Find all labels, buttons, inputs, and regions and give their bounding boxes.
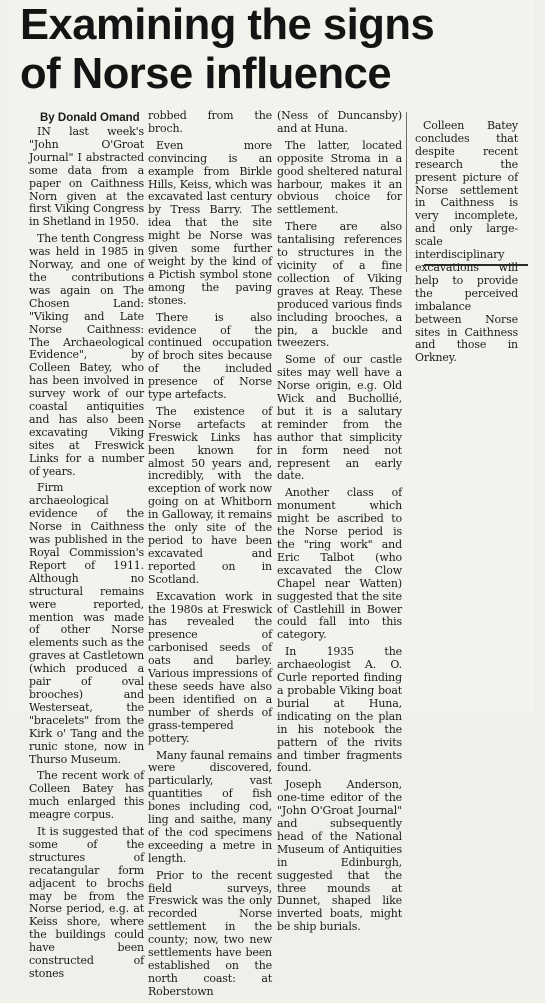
- article-column-3: [277, 110, 402, 938]
- paragraph: There is also evidence of the continued occupation of broch sites because of the included presence of Norse type artefacts.: [148, 310, 272, 402]
- paragraph: Prior to the recent field surveys, Freswick was the only recorded Norse settlement in the county; now, two new settlements have been established on the north coast: at Roberstown: [148, 868, 272, 998]
- article-column-4: [415, 120, 518, 369]
- paragraph: Colleen Batey concludes that despite recent research the present picture of Norse settlement in Caithness is very incomplete, and only large-scale interdisciplinary excavations will help to provide the perceived imbalance between Norse sites in Caithness and those in Orkney.: [415, 119, 518, 365]
- paragraph: IN last week's "John O'Groat Journal" I abstracted some data from a paper on Caithness Norn given at the first Viking Congress in Shetland in 1950.: [29, 125, 144, 229]
- article-column-1: [29, 126, 144, 985]
- paragraph: It is suggested that some of the structures of recatangular form adjacent to brochs may be from the Norse period, e.g. at Keiss shore, where the buildings could have been constructed of stones: [29, 825, 144, 980]
- paragraph: Excavation work in the 1980s at Freswick has revealed the presence of carbonised seeds of oats and barley. Various impressions of these seeds have also been identified on a number of sherds of grass-tempered pottery.: [148, 589, 272, 745]
- article-column-2: [148, 110, 272, 1003]
- byline: By Donald Omand: [40, 112, 140, 124]
- paragraph: The latter, located opposite Stroma in a good sheltered natural harbour, makes it an obvious choice for settlement.: [277, 138, 402, 217]
- paragraph: Some of our castle sites may well have a Norse origin, e.g. Old Wick and Buchollié, but it is a salutary reminder from the author that simplicity in form need not represent an early date.: [277, 353, 402, 483]
- paragraph: robbed from the broch.: [148, 109, 272, 135]
- paragraph: Even more convincing is an example from Birkle Hills, Keiss, which was excavated last century by Tress Barry. The idea that the site might be Norse was given some further weight by the kind of a Pictish symbol stone among the paving stones.: [148, 138, 272, 307]
- paragraph: The tenth Congress was held in 1985 in Norway, and one of the contributions was again on The Chosen Land: "Viking and Late Norse Caithness: The Archaeological Evidence", by Colleen Batey, who has been involved in survey work of our coastal antiquities and has also been excavating Viking sites at Freswick Links for a number of years.: [29, 232, 144, 478]
- end-rule: [424, 264, 528, 266]
- headline-line-1: Examining the signs: [20, 0, 435, 49]
- paragraph: Joseph Anderson, one-time editor of the "John O'Groat Journal" and subsequently head of the National Museum of Antiquities in Edinburgh, suggested that the three mounds at Dunnet, shaped like inverted boats, might be ship burials.: [277, 778, 402, 934]
- paragraph: There are also tantalising references to structures in the vicinity of a fine collection of Viking graves at Reay. These produced various finds including brooches, a pin, a buckle and tweezers.: [277, 220, 402, 350]
- headline: [20, 0, 525, 98]
- paragraph: Another class of monument which might be ascribed to the Norse period is the "ring work" and Eric Talbot (who excavated the Clow Chapel near Watten) suggested that the site of Castlehill in Bower could fall into this category.: [277, 486, 402, 642]
- paragraph: In 1935 the archaeologist A. O. Curle reported finding a probable Viking boat burial at Huna, indicating on the plan in his notebook the pattern of the rivits and timber fragments found.: [277, 645, 402, 775]
- headline-line-2: of Norse influence: [20, 49, 392, 98]
- paragraph: Many faunal remains were discovered, particularly, vast quantities of fish bones including cod, ling and saithe, many of the cod specimens exceeding a metre in length.: [148, 748, 272, 865]
- paragraph: Firm archaeological evidence of the Norse in Caithness was published in the Royal Commission's Report of 1911. Although no structural remains were reported, mention was made of other Norse elements such as the graves at Castletown (which produced a pair of oval brooches) and Westerseat, the "bracelets" from the Kirk o' Tang and the runic stone, now in Thurso Museum.: [29, 481, 144, 766]
- column-divider: [406, 112, 407, 272]
- paragraph: (Ness of Duncansby) and at Huna.: [277, 109, 402, 135]
- paragraph: The existence of Norse artefacts at Freswick Links has been known for almost 50 years and, incredibly, with the exception of work now going on at Whitborn in Galloway, it remains the only site of the period to have been excavated and reported on in Scotland.: [148, 404, 272, 586]
- paragraph: The recent work of Colleen Batey has much enlarged this meagre corpus.: [29, 769, 144, 822]
